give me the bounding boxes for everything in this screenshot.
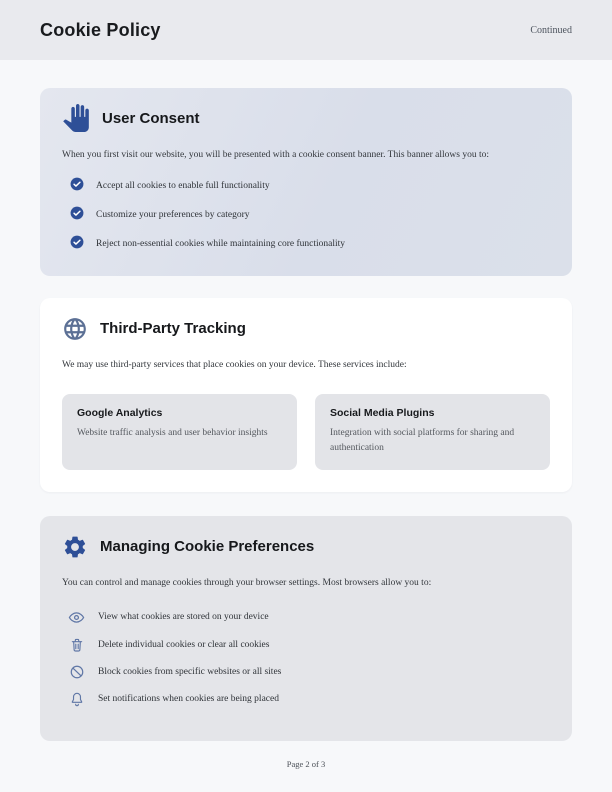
list-item <box>68 609 550 626</box>
list-item-text: Block cookies from specific websites or all sites <box>98 666 282 677</box>
section-title: User Consent <box>102 109 200 127</box>
continued-label: Continued <box>530 24 572 36</box>
list-item-text: Customize your preferences by category <box>96 210 250 221</box>
list-item-text: Accept all cookies to enable full functionality <box>96 181 270 192</box>
check-circle-icon <box>70 206 84 225</box>
section-header <box>62 316 550 342</box>
section-title: Managing Cookie Preferences <box>100 538 315 556</box>
list-item <box>68 691 550 707</box>
check-circle-icon <box>70 177 84 196</box>
page-title: Cookie Policy <box>40 19 161 40</box>
list-item <box>70 206 550 225</box>
section-intro: You can control and manage cookies through your browser settings. Most browsers allow you to: <box>62 577 432 588</box>
gear-icon <box>62 534 88 560</box>
block-icon <box>68 664 85 680</box>
list-item-text: Reject non-essential cookies while maintaining core functionality <box>96 239 346 250</box>
trash-icon <box>68 637 85 653</box>
section-user-consent <box>40 88 572 276</box>
section-header <box>62 104 550 132</box>
list-item-text: Delete individual cookies or clear all cookies <box>98 639 270 650</box>
service-card-google-analytics <box>62 394 297 470</box>
section-managing-cookie-preferences <box>40 516 572 741</box>
browser-options-list <box>62 609 550 707</box>
service-card-title: Social Media Plugins <box>330 407 435 420</box>
list-item <box>68 637 550 653</box>
document-body <box>0 60 612 769</box>
list-item <box>68 664 550 680</box>
eye-icon <box>68 609 85 626</box>
check-circle-icon <box>70 235 84 254</box>
list-item-text: Set notifications when cookies are being placed <box>98 693 279 704</box>
section-title: Third-Party Tracking <box>100 320 246 338</box>
list-item <box>70 235 550 254</box>
globe-icon <box>62 316 88 342</box>
service-card-title: Google Analytics <box>77 407 163 420</box>
service-card-social-media-plugins <box>315 394 550 470</box>
service-card-description: Website traffic analysis and user behavior insights <box>77 428 268 439</box>
bell-icon <box>68 691 85 707</box>
section-intro: We may use third-party services that place cookies on your device. These services include: <box>62 359 407 370</box>
section-third-party-tracking <box>40 298 572 492</box>
section-header <box>62 534 550 560</box>
service-card-description: Integration with social platforms for sharing and authentication <box>330 428 515 453</box>
page-header <box>0 0 612 60</box>
consent-bullet-list <box>62 177 550 254</box>
hand-icon <box>62 104 90 132</box>
list-item-text: View what cookies are stored on your device <box>98 612 269 623</box>
page-number: Page 2 of 3 <box>286 758 326 769</box>
section-intro: When you first visit our website, you will be presented with a cookie consent banner. This banner allows you to: <box>62 150 489 160</box>
service-cards <box>62 394 550 470</box>
list-item <box>70 177 550 196</box>
